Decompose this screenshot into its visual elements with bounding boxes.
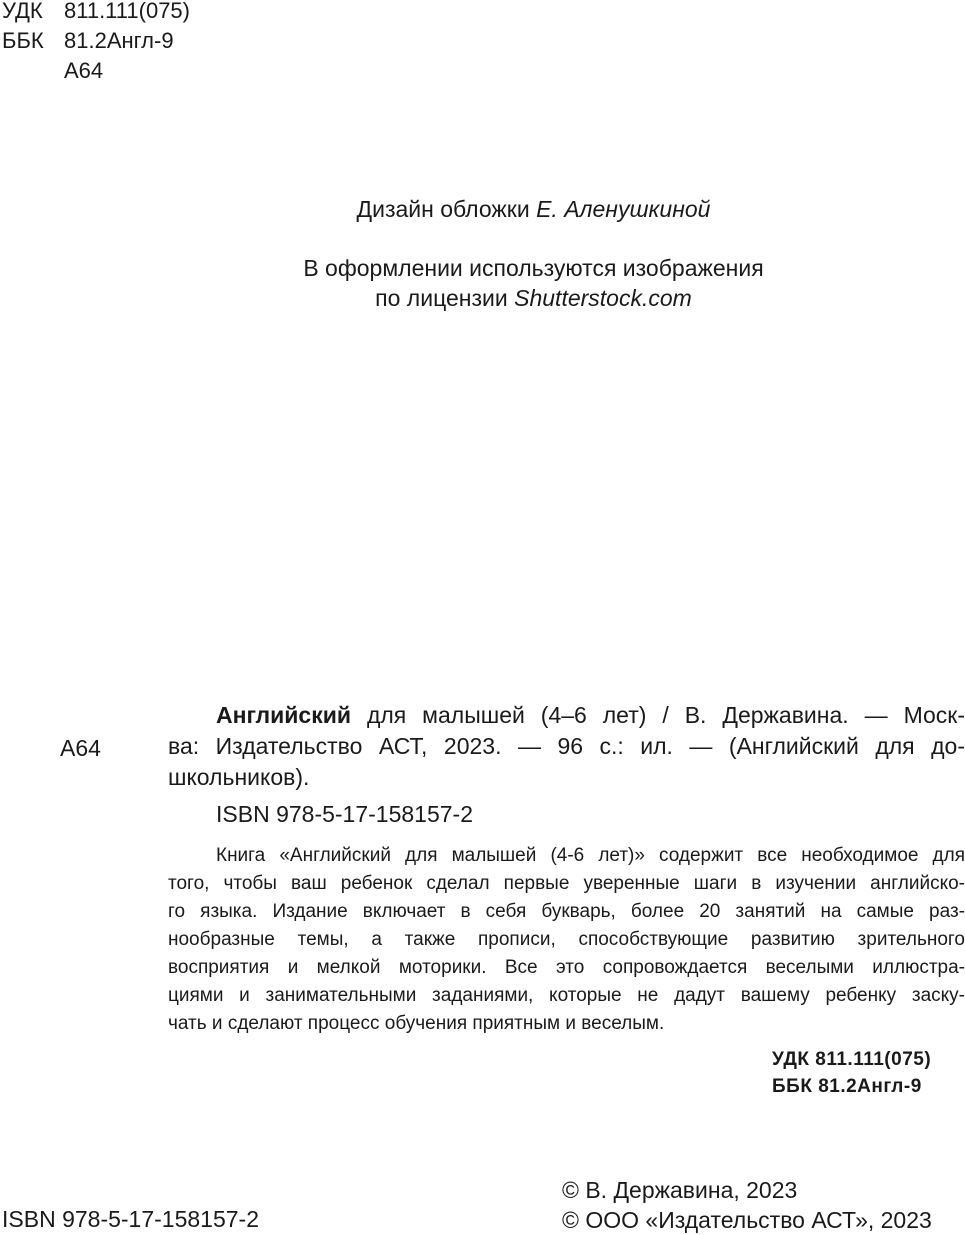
- images-credit-line1: В оформлении используются изображения: [303, 255, 764, 281]
- annotation-line: нообразные темы, а также прописи, способствующие развитию зрительного: [168, 929, 965, 950]
- bib-line-3: школьников).: [168, 764, 310, 790]
- udk-row: [2, 0, 190, 26]
- copyright-publisher: © ООО «Издательство АСТ», 2023: [562, 1207, 932, 1233]
- annotation-line: чать и сделают процесс обучения приятным и веселым.: [168, 1013, 665, 1034]
- bbk-row: [2, 26, 190, 56]
- udk-value: 811.111(075): [64, 0, 190, 23]
- bib-line-1: Английский для малышей (4–6 лет) / В. Державина. — Моск-: [216, 702, 965, 728]
- bib-isbn: ISBN 978-5-17-158157-2: [216, 801, 473, 827]
- bib-line-2: ва: Издательство АСТ, 2023. — 96 с.: ил. — (Английский для до-: [168, 733, 965, 759]
- annotation: [168, 842, 965, 1038]
- annotation-line: Книга «Английский для малышей (4-6 лет)» содержит все необходимое для: [216, 845, 965, 866]
- annotation-line: циями и занимательными заданиями, которые не дадут вашему ребенку заску-: [168, 985, 965, 1006]
- images-credit: [0, 253, 965, 313]
- bibliographic-record: [168, 700, 965, 830]
- udk-bottom: УДК 811.111(075): [772, 1049, 932, 1070]
- classification-bottom: [772, 1046, 931, 1100]
- isbn-footer: ISBN 978-5-17-158157-2: [2, 1206, 259, 1232]
- bbk-label: ББК: [2, 28, 44, 53]
- copyright-author: © В. Державина, 2023: [562, 1177, 798, 1203]
- cover-designer-name: Е. Аленушкиной: [536, 196, 711, 222]
- author-mark-bib: А64: [60, 735, 101, 761]
- author-mark-row: [2, 56, 190, 86]
- annotation-line: го языка. Издание включает в себя букварь, более 20 занятий на самые раз-: [168, 901, 965, 922]
- images-credit-line2: [0, 283, 965, 313]
- author-mark-top: А64: [64, 58, 104, 83]
- bbk-value: 81.2Англ-9: [64, 28, 174, 53]
- annotation-line: того, чтобы ваш ребенок сделал первые уверенные шаги в изучении английско-: [168, 873, 965, 894]
- image-source: Shutterstock.com: [514, 285, 692, 311]
- book-title: Английский: [216, 702, 351, 728]
- license-prefix: по лицензии: [375, 285, 508, 311]
- annotation-line: восприятия и мелкой моторики. Все это сопровождается веселыми иллюстра-: [168, 957, 965, 978]
- udk-label: УДК: [2, 0, 43, 23]
- cover-design-prefix: Дизайн обложки: [356, 196, 530, 222]
- bbk-bottom: ББК 81.2Англ-9: [772, 1076, 922, 1097]
- classification-top: [2, 0, 190, 86]
- copyright-block: [562, 1175, 932, 1235]
- cover-design-credit: [0, 194, 965, 224]
